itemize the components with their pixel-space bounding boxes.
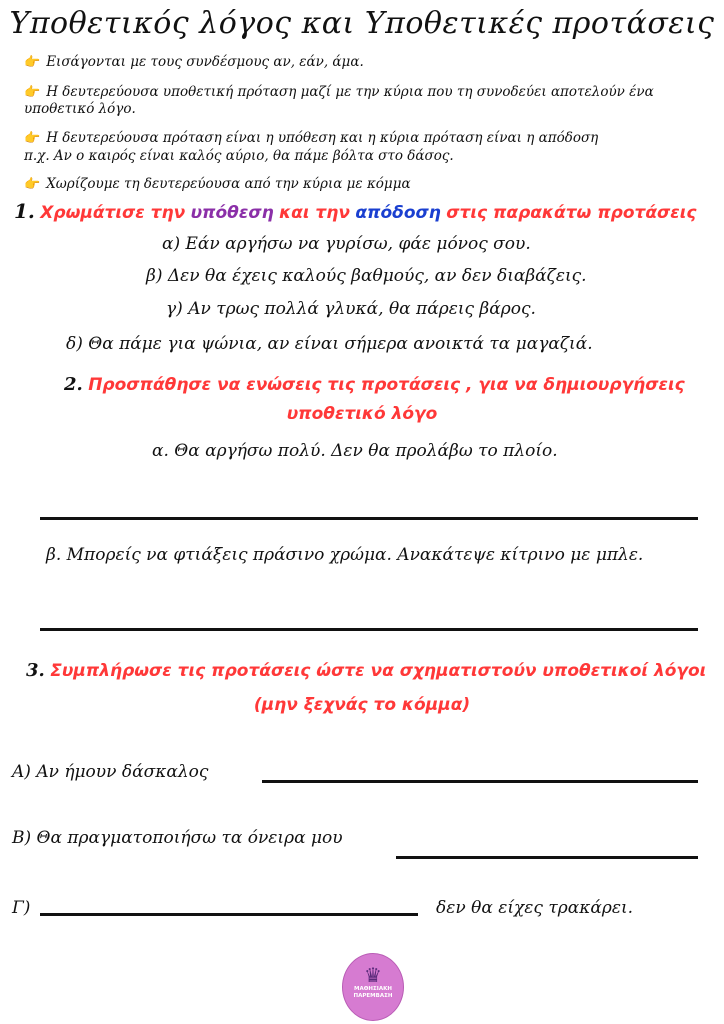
note-text: Η δευτερεύουσα πρόταση είναι η υπόθεση και η κύρια πρόταση είναι η απόδοση: [46, 130, 599, 146]
exercise-2-item-b: β. Μπορείς να φτιάξεις πράσινο χρώμα. Ανακάτεψε κίτρινο με μπλε.: [46, 545, 644, 565]
exercise-2-instruction: [64, 374, 685, 395]
brand-logo: [342, 953, 404, 1021]
note-4: [24, 176, 411, 192]
sentence-a: α) Εάν αργήσω να γυρίσω, φάε μόνος σου.: [162, 234, 531, 254]
answer-line[interactable]: [40, 517, 698, 520]
fill-item-a-label: Α) Αν ήμουν δάσκαλος: [12, 762, 209, 782]
pointing-hand-icon: 👉: [24, 55, 41, 70]
apodosis-word: απόδοση: [355, 203, 441, 223]
note-3: [24, 130, 598, 146]
instruction-text: Συμπλήρωσε τις προτάσεις ώστε να σχηματιστούν υποθετικοί λόγοι: [50, 661, 707, 681]
note-1: [24, 54, 364, 70]
note-text: Χωρίζουμε τη δευτερεύουσα από την κύρια με κόμμα: [46, 176, 411, 192]
exercise-1-instruction: [14, 199, 696, 223]
fill-line-c[interactable]: [40, 913, 418, 916]
fill-item-c-label: Γ): [12, 898, 31, 918]
exercise-2-item-a: α. Θα αργήσω πολύ. Δεν θα προλάβω το πλοίο.: [152, 441, 558, 461]
note-3-line2: π.χ. Αν ο καιρός είναι καλός αύριο, θα πάμε βόλτα στο δάσος.: [24, 148, 454, 164]
exercise-2-instruction-line2: υποθετικό λόγο: [286, 404, 438, 424]
logo-text-line2: ΠΑΡΕΜΒΑΣΗ: [353, 993, 393, 999]
sentence-c: γ) Αν τρως πολλά γλυκά, θα πάρεις βάρος.: [166, 299, 536, 319]
exercise-3-instruction: [26, 660, 706, 681]
instruction-text: Προσπάθησε να ενώσεις τις προτάσεις , για να δημιουργήσεις: [88, 375, 685, 395]
fill-item-c-suffix: δεν θα είχες τρακάρει.: [436, 898, 634, 918]
fill-line-a[interactable]: [262, 780, 698, 783]
exercise-number: 3.: [26, 660, 45, 681]
pointing-hand-icon: 👉: [24, 131, 41, 146]
instruction-text: στις παρακάτω προτάσεις: [446, 203, 697, 223]
crown-icon: ♛: [364, 963, 382, 987]
exercise-number: 1.: [14, 199, 35, 223]
answer-line[interactable]: [40, 628, 698, 631]
note-2-line2: υποθετικό λόγο.: [24, 101, 136, 117]
note-text: Εισάγονται με τους συνδέσμους αν, εάν, άμα.: [46, 54, 364, 70]
fill-line-b[interactable]: [396, 856, 698, 859]
instruction-text: Χρωμάτισε την: [40, 203, 186, 223]
exercise-number: 2.: [64, 374, 83, 395]
note-2: [24, 84, 654, 100]
sentence-d: δ) Θα πάμε για ψώνια, αν είναι σήμερα ανοικτά τα μαγαζιά.: [66, 334, 593, 354]
pointing-hand-icon: 👉: [24, 85, 41, 100]
logo-text-line1: ΜΑΘΗΣΙΑΚΗ: [354, 986, 392, 992]
exercise-3-instruction-line2: (μην ξεχνάς το κόμμα): [253, 695, 471, 715]
note-text: Η δευτερεύουσα υποθετική πρόταση μαζί με την κύρια που τη συνοδεύει αποτελούν ένα: [46, 84, 654, 100]
instruction-text: και την: [279, 203, 350, 223]
fill-item-b-label: Β) Θα πραγματοποιήσω τα όνειρα μου: [12, 828, 343, 848]
sentence-b: β) Δεν θα έχεις καλούς βαθμούς, αν δεν διαβάζεις.: [146, 266, 587, 286]
pointing-hand-icon: 👉: [24, 177, 41, 192]
page-title: Υποθετικός λόγος και Υποθετικές προτάσεις: [9, 6, 715, 41]
hypothesis-word: υπόθεση: [190, 203, 274, 223]
